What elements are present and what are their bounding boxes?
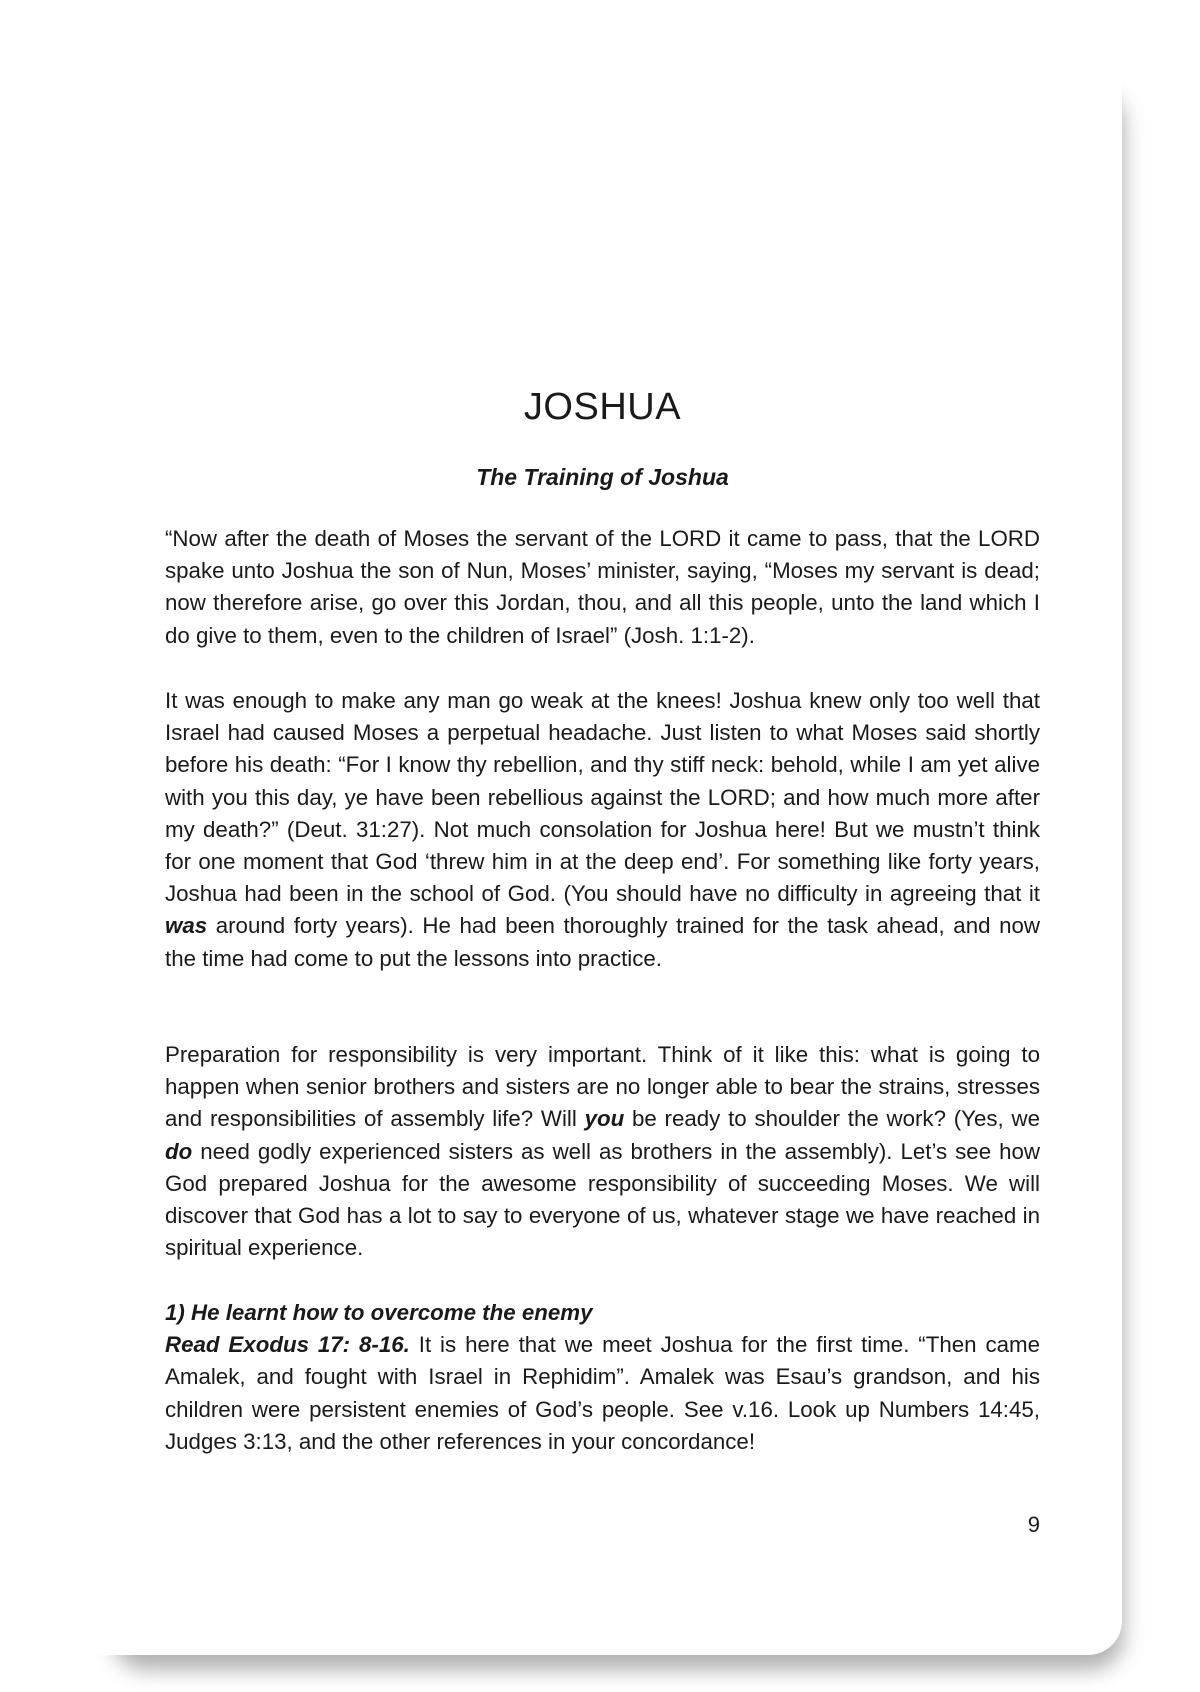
paragraph-3-text-a: Preparation for responsibility is very important. Think of it like this: what is going to happen when senior brothers and sisters are no longer able to bear the strains, stresses and responsibilities of assembly life? Will (165, 1042, 1040, 1132)
page-number: 9 (1027, 1512, 1040, 1537)
paragraph-2 (165, 685, 1040, 975)
paragraph-1: “Now after the death of Moses the servant of the LORD it came to pass, that the LORD spake unto Joshua the son of Nun, Moses’ minister, saying, “Moses my servant is dead; now therefore arise, go over this Jordan, thou, and all this people, unto the land which I do give to them, even to the children of Israel” (Josh. 1:1-2). (165, 526, 1040, 648)
chapter-title: JOSHUA (523, 386, 682, 428)
section-1-body (165, 1329, 1040, 1458)
section-1-heading: 1) He learnt how to overcome the enemy (165, 1300, 593, 1325)
paragraph-3 (165, 1039, 1040, 1264)
paragraph-3-emphasis-1: you (584, 1106, 625, 1132)
section-1 (165, 1297, 1040, 1458)
paragraph-3-emphasis-2: do (165, 1138, 193, 1164)
paragraph-2-text-b: around forty years). He had been thoroughly trained for the task ahead, and now the time had come to put the lessons into practice. (165, 913, 1040, 971)
section-1-reading-label: Read Exodus 17: 8-16. (165, 1332, 410, 1358)
paragraph-3-text-b: be ready to shoulder the work? (Yes, we (624, 1106, 1040, 1132)
paragraph-2-text-a: It was enough to make any man go weak at the knees! Joshua knew only too well that Israel had caused Moses a perpetual headache. Just listen to what Moses said shortly before his death: “For I know thy rebellion, and thy stiff neck: behold, while I am yet alive with you this day, ye have been rebellious against the LORD; and how much more after my death?” (Deut. 31:27). Not much consolation for Joshua here! But we mustn’t think for one moment that God ‘threw him in at the deep end’. For something like forty years, Joshua had been in the school of God. (You should have no difficulty in agreeing that it (165, 688, 1040, 907)
section-1-text: It is here that we meet Joshua for the first time. “Then came Amalek, and fought with Israel in Rephidim”. Amalek was Esau’s grandson, and his children were persistent enemies of God’s people. See v.16. Look up Numbers 14:45, Judges 3:13, and the other references in your concordance! (165, 1332, 1040, 1454)
paragraph-2-emphasis: was (165, 913, 208, 939)
chapter-subtitle: The Training of Joshua (476, 464, 729, 490)
paragraph-3-text-c: need godly experienced sisters as well as brothers in the assembly). Let’s see how God prepared Joshua for the awesome responsibility of succeeding Moses. We will discover that God has a lot to say to everyone of us, whatever stage we have reached in spiritual experience. (165, 1138, 1040, 1261)
